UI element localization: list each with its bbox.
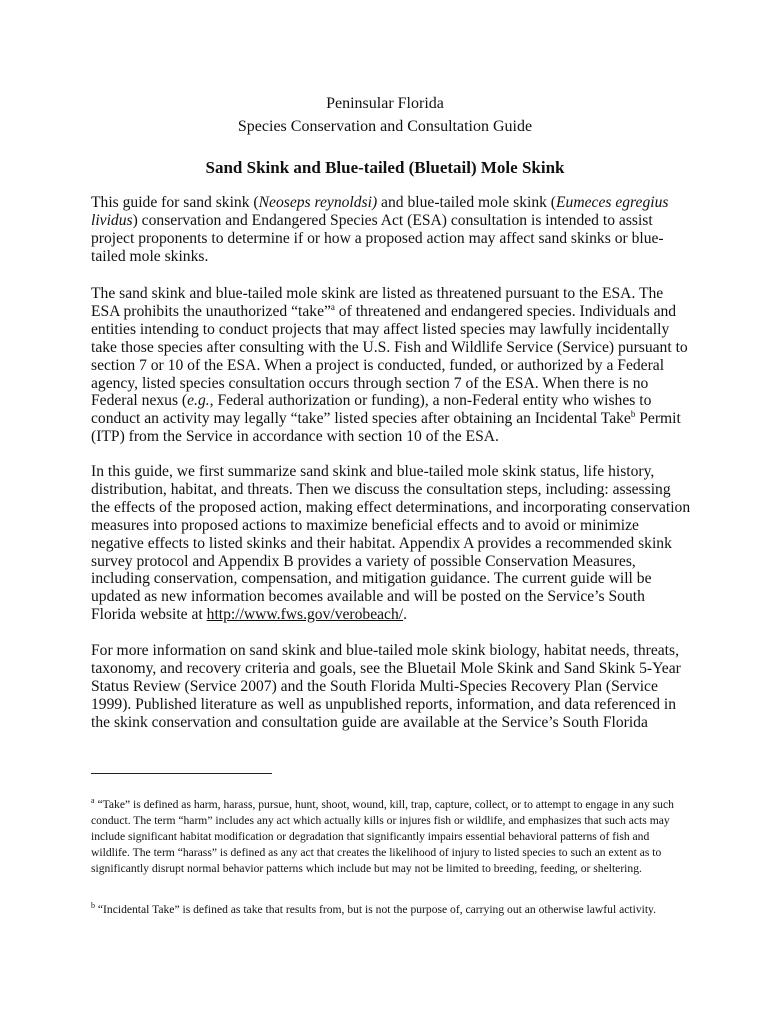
header-guide-name: Species Conservation and Consultation Guide: [237, 118, 533, 135]
intro-paragraph: [91, 194, 691, 266]
footnote-b: [91, 902, 691, 918]
footnote-mark-a: a: [91, 796, 95, 806]
more-information-paragraph: For more information on sand skink and blue-tailed mole skink biology, habitat needs, threats, taxonomy, and recovery criteria and goals, see the Bluetail Mole Skink and Sand Skink 5-Year Status Review (Service 2007) and the South Florida Multi-Species Recovery Plan (Service 1999). Published literature as well as unpublished reports, information, and data referenced in the skink conservation and consultation guide are available at the Service’s South Florida: [91, 642, 681, 731]
text-run: Permit (ITP) from the Service in accordance with section 10 of the ESA.: [91, 410, 681, 446]
text-run: .: [403, 606, 408, 624]
website-link[interactable]: http://www.fws.gov/verobeach/: [206, 606, 404, 624]
page-title: Sand Skink and Blue-tailed (Bluetail) Mole Skink: [205, 158, 565, 177]
emphasis: e.g.,: [187, 392, 214, 410]
footnote-text: “Take” is defined as harm, harass, pursue, hunt, shoot, wound, kill, trap, capture, collect, or to attempt to engage in any such conduct. The term “harm” includes any act which actually kills or injures fish or wildlife, and emphasizes that such acts may include significant habitat modification or degradation that significantly impairs essential behavioral patterns of fish and wildlife. The term “harass” is defined as any act that creates the likelihood of injury to listed species to such an extent as to significantly disrupt normal behavior patterns which include but may not be limited to breeding, feeding, or sheltering.: [91, 798, 674, 875]
guide-overview-paragraph: [91, 463, 691, 624]
listing-status-paragraph: [91, 285, 691, 446]
text-run: This guide for sand skink (: [91, 194, 259, 211]
footnote-ref-b[interactable]: b: [630, 409, 636, 420]
footnote-divider: [91, 773, 272, 774]
footnote-ref-a[interactable]: a: [330, 301, 335, 312]
scientific-name: Neoseps reynoldsi): [258, 194, 378, 211]
scientific-name: Eumeces egregius lividus: [91, 194, 669, 229]
text-run: The sand skink and blue-tailed mole skink are listed as threatened pursuant to the ESA. The ESA prohibits the unauthorized “take”: [91, 285, 664, 320]
footnote-text: “Incidental Take” is defined as take that results from, but is not the purpose of, carrying out an otherwise lawful activity.: [95, 903, 656, 916]
text-run: and blue-tailed mole skink (: [377, 194, 557, 211]
footnote-a: [91, 797, 691, 877]
footnote-mark-b: b: [91, 901, 95, 911]
text-run: of threatened and endangered species. Individuals and entities intending to conduct projects that may affect listed species may lawfully incidentally take those species after consulting with the U.S. Fish and Wildlife Service (Service) pursuant to section 7 or 10 of the ESA. When a project is conducted, funded, or authorized by a Federal agency, listed species consultation occurs through section 7 of the ESA. When there is no Federal nexus (: [91, 302, 688, 410]
text-run: Federal authorization or funding), a non-Federal entity who wishes to conduct an activity may legally “take” listed species after obtaining an Incidental Take: [91, 392, 652, 428]
text-run: ) conservation and Endangered Species Act (ESA) consultation is intended to assist project proponents to determine if or how a proposed action may affect sand skinks or blue-tailed mole skinks.: [91, 211, 664, 265]
text-run: In this guide, we first summarize sand skink and blue-tailed mole skink status, life history, distribution, habitat, and threats. Then we discuss the consultation steps, including: assessing the effects of the proposed action, making effect determinations, and incorporating conservation measures into proposed actions to maximize beneficial effects and to avoid or minimize negative effects to listed skinks and their habitat. Appendix A provides a recommended skink survey protocol and Appendix B provides a variety of possible Conservation Measures, including conservation, compensation, and mitigation guidance. The current guide will be updated as new information becomes available and will be posted on the Service’s South Florida website at: [91, 463, 691, 624]
header-region: Peninsular Florida: [326, 95, 444, 112]
